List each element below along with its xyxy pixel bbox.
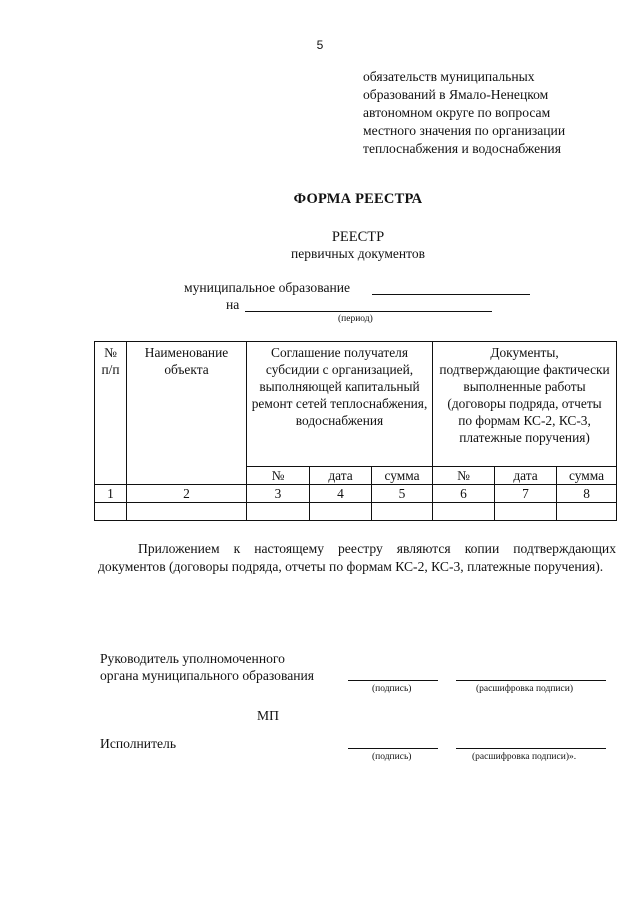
col-object-header: Наименование объекта [127,342,247,485]
executor-decoding-caption: (расшифровка подписи)». [472,752,577,762]
empty-cell [372,503,433,521]
head-signature-line [348,680,438,681]
period-caption: (период) [338,314,373,324]
sub-header-cell: № [433,467,495,485]
column-number-row [95,485,617,503]
executor-signature-line [348,748,438,749]
column-number-cell: 7 [495,485,557,503]
register-title: РЕЕСТР [331,229,385,245]
head-signature-caption: (подпись) [372,684,412,694]
empty-cell [557,503,617,521]
documents-group-header: Документы, подтверждающие фактически выполненные работы (договоры подряда, отчеты по формам КС-2, КС-3, платежные поручения) [433,342,617,467]
empty-cell [310,503,372,521]
sub-header-cell: дата [310,467,372,485]
appendix-paragraph [98,540,616,576]
header-line: теплоснабжения и водоснабжения [363,141,561,156]
empty-data-row [95,503,617,521]
executor-signature-caption: (подпись) [372,752,412,762]
column-number-cell: 6 [433,485,495,503]
empty-cell [95,503,127,521]
header-block [363,68,633,158]
executor-decoding-line [456,748,606,749]
column-number-cell: 3 [247,485,310,503]
empty-cell [495,503,557,521]
header-line: местного значения по организации [363,123,566,138]
head-label-line1: Руководитель уполномоченного [100,651,285,666]
register-subtitle: первичных документов [291,246,425,261]
column-number-cell: 5 [372,485,433,503]
head-decoding-caption: (расшифровка подписи) [476,684,573,694]
column-number-cell: 2 [127,485,247,503]
table-header-row [95,342,617,467]
sub-header-cell: сумма [557,467,617,485]
page-number: 5 [316,38,324,52]
municipality-label: муниципальное образование [184,280,351,295]
register-table [94,341,617,521]
sub-header-cell: дата [495,467,557,485]
column-number-cell: 1 [95,485,127,503]
empty-cell [247,503,310,521]
empty-cell [127,503,247,521]
municipality-blank [372,294,530,295]
stamp-label: МП [257,708,279,723]
column-number-cell: 4 [310,485,372,503]
on-label: на [226,297,240,312]
period-blank [245,311,492,312]
column-number-cell: 8 [557,485,617,503]
sub-header-cell: сумма [372,467,433,485]
head-decoding-line [456,680,606,681]
form-title: ФОРМА РЕЕСТРА [293,191,423,207]
appendix-text: Приложением к настоящему реестру являются копии подтверждающих документов (договоры подряда, отчеты по формам КС-2, КС-3, платежные поручения). [98,541,616,574]
header-line: автономном округе по вопросам [363,105,551,120]
executor-label: Исполнитель [100,736,177,751]
agreement-group-header: Соглашение получателя субсидии с организацией, выполняющей капитальный ремонт сетей теплоснабжения, водоснабжения [247,342,433,467]
sub-header-cell: № [247,467,310,485]
header-line: образований в Ямало-Ненецком [363,87,549,102]
header-line: обязательств муниципальных [363,69,535,84]
head-label-line2: органа муниципального образования [100,668,315,683]
empty-cell [433,503,495,521]
col-num-header: № п/п [95,342,127,485]
